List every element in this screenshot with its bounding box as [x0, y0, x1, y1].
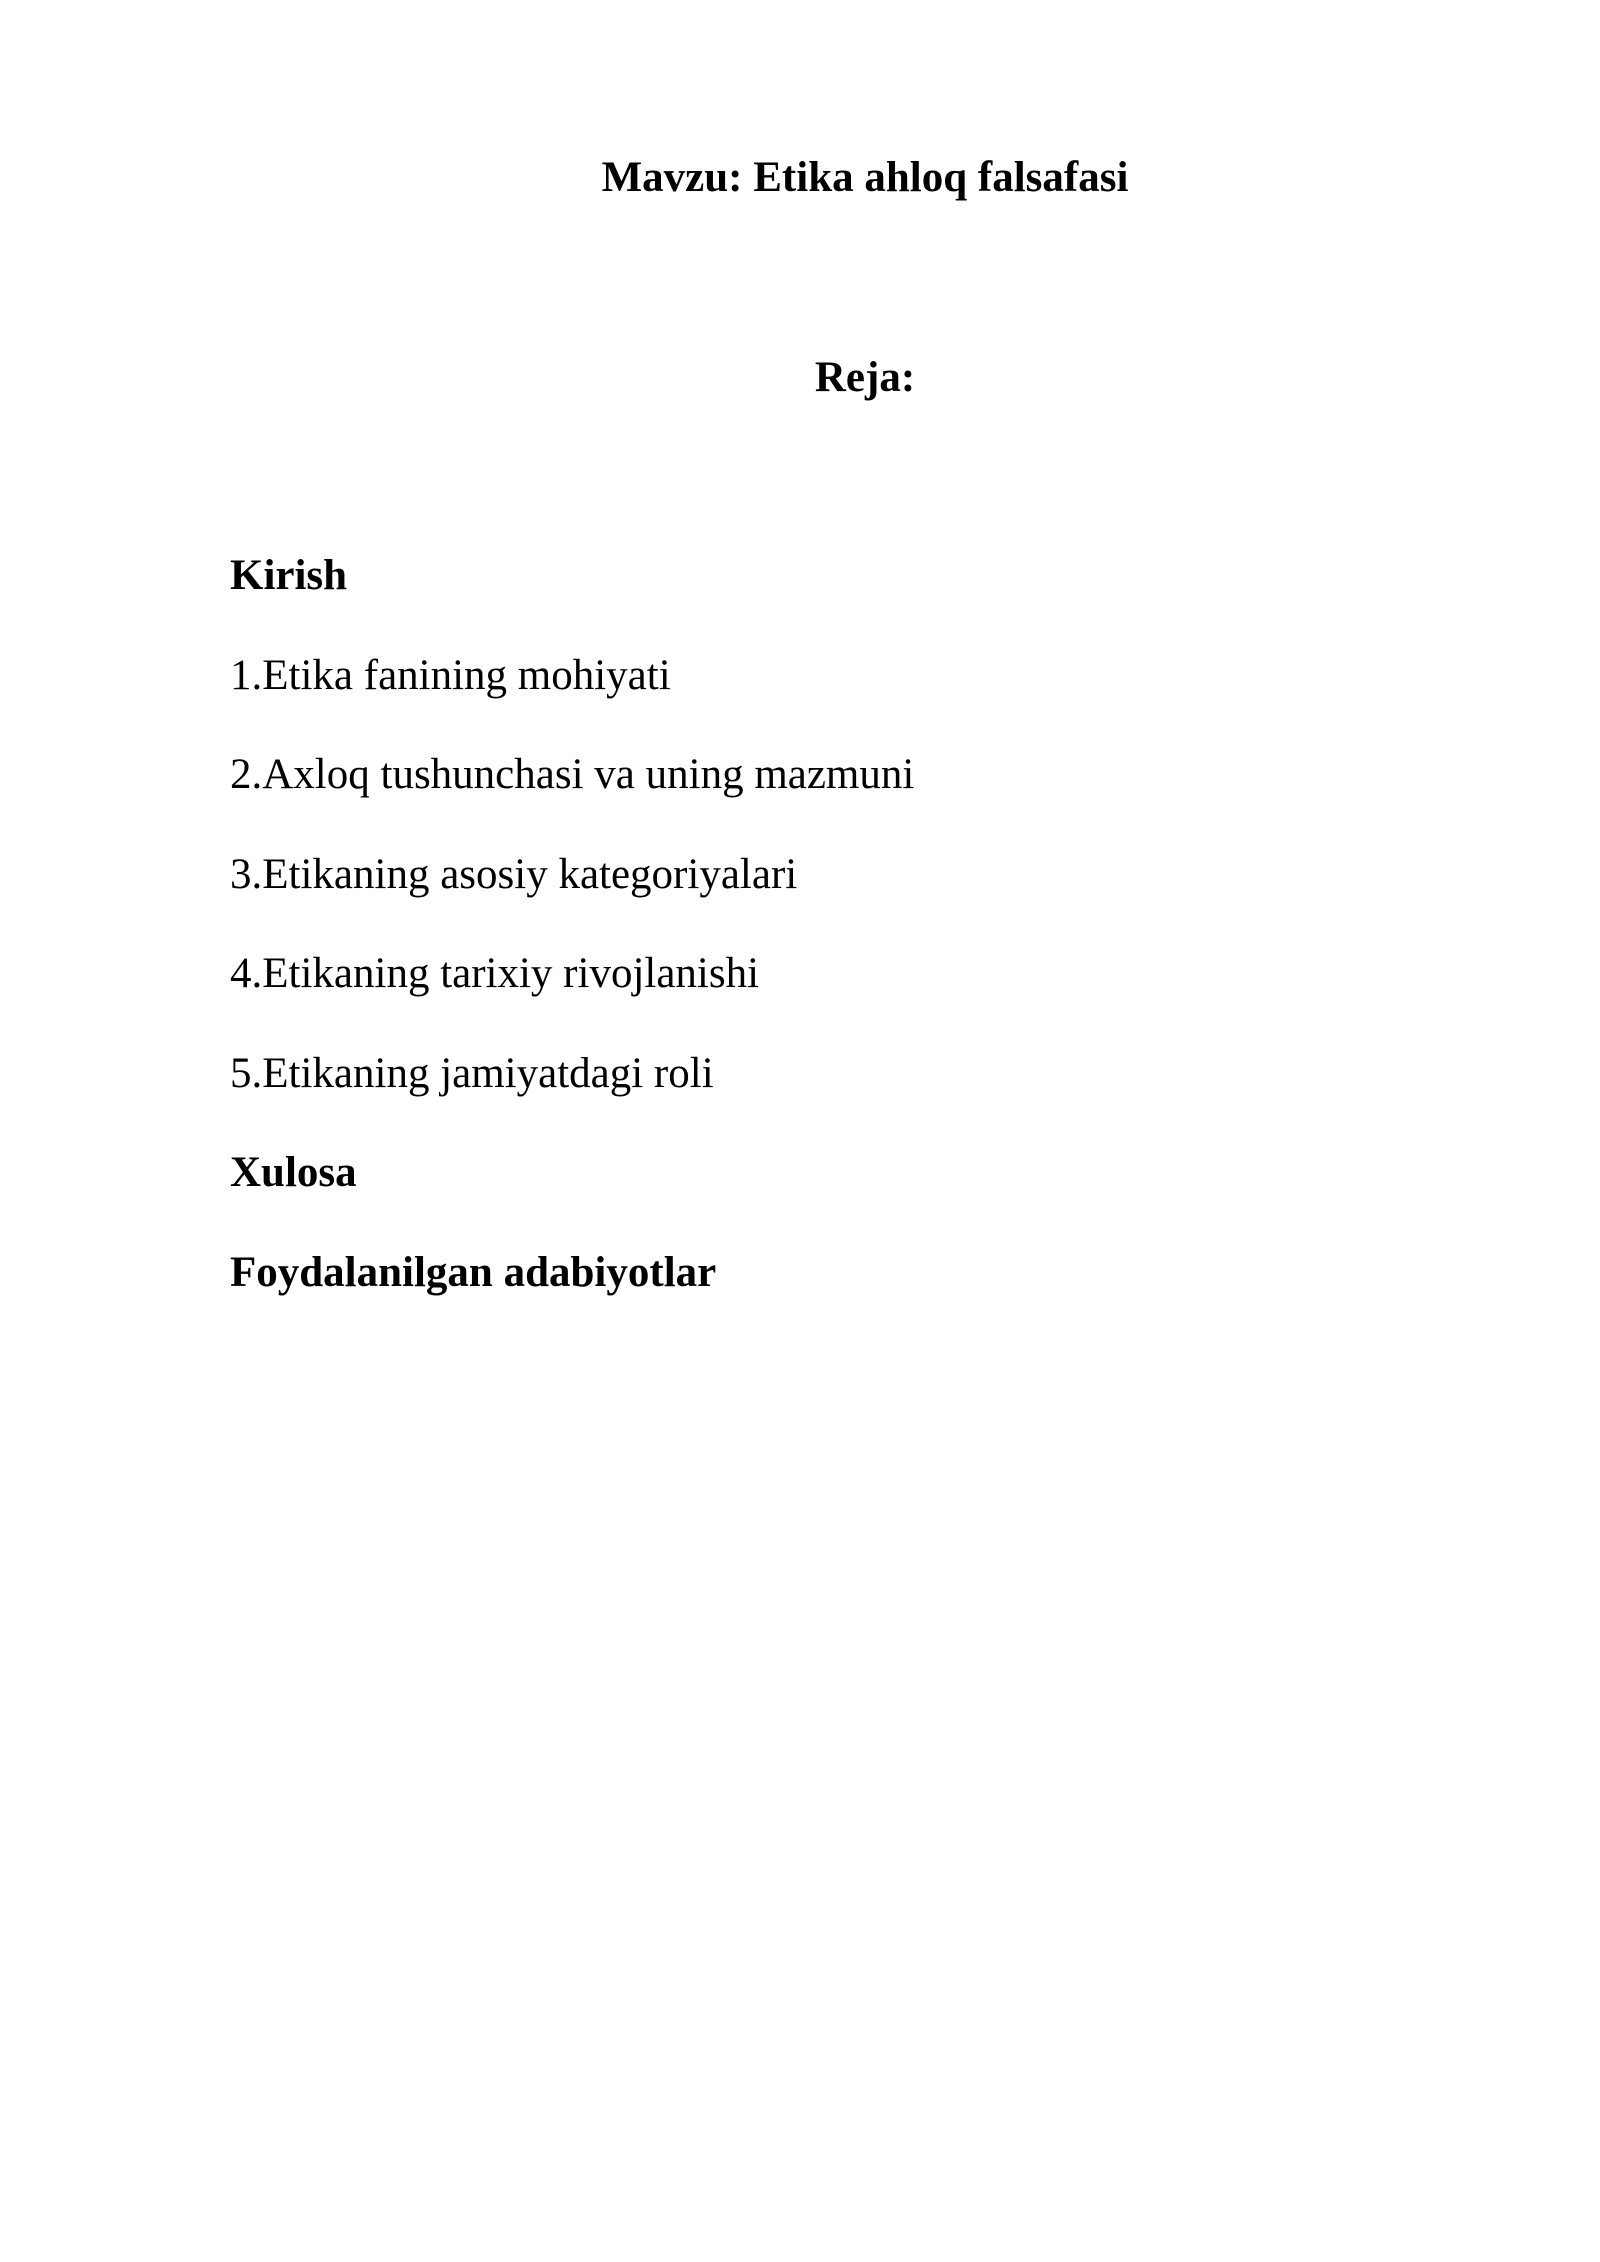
plan-item-references: Foydalanilgan adabiyotlar [230, 1248, 717, 1296]
plan-item-2: 2.Axloq tushunchasi va uning mazmuni [230, 751, 915, 798]
plan-list [230, 548, 914, 1344]
plan-item-5: 5.Etikaning jamiyatdagi roli [230, 1049, 714, 1097]
plan-item-3: 3.Etikaning asosiy kategoriyalari [230, 850, 798, 898]
plan-item-conclusion: Xulosa [230, 1149, 357, 1196]
plan-item-1: 1.Etika fanining mohiyati [230, 651, 671, 699]
plan-item-4: 4.Etikaning tarixiy rivojlanishi [230, 950, 760, 997]
document-title: Mavzu: Etika ahloq falsafasi [601, 154, 1129, 201]
plan-heading: Reja: [814, 354, 916, 401]
plan-item-introduction: Kirish [230, 552, 348, 599]
